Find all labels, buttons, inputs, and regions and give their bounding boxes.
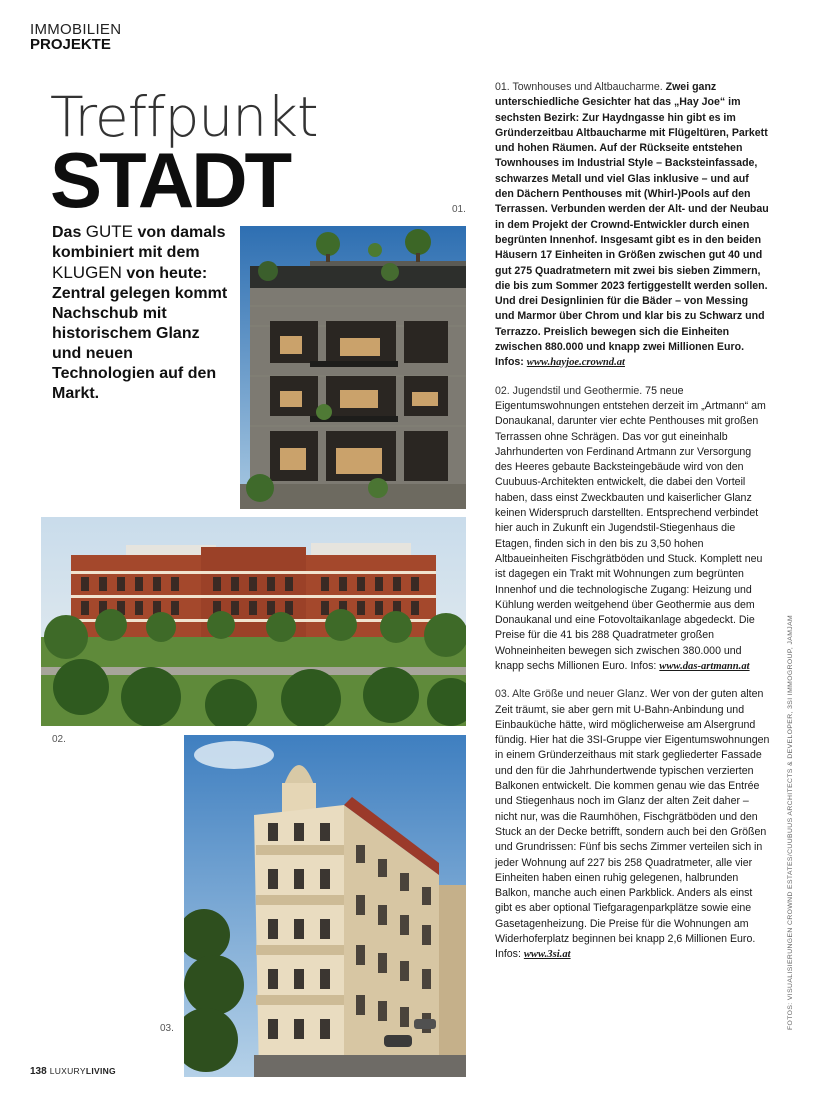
lead-paragraph: [52, 222, 232, 404]
image-label-01: 01.: [452, 204, 466, 215]
article-03-link[interactable]: www.3si.at: [523, 949, 571, 961]
magazine-name-bold: LIVING: [85, 1066, 116, 1076]
image-townhouse: [240, 226, 466, 509]
title-bold: STADT: [50, 136, 290, 224]
article-03-heading: 03. Alte Größe und neuer Glanz.: [495, 688, 648, 701]
image-gruenderzeit-building: [184, 735, 466, 1077]
article-02-link[interactable]: www.das-artmann.at: [659, 660, 750, 672]
lead-part-1: Das: [52, 224, 86, 241]
magazine-name: [50, 1066, 116, 1076]
article-02-body: 75 neue Eigentumswohnungen entstehen derzeit im „Artmann“ am Donaukanal, darunter vier echte Penthouses mit großen Terrassen ohne Schrägen. Das vor gut eineinhalb Jahrhunderten von Ferdinand Artmann zur Versorgung des Heeres gebaute Backsteingebäude wird von den Cuubuus-Architekten entwickelt, die dabei den Vorteil haben, dass einst Zweckbauten und kaiserlicher Glanz keinen Widerspruch darstellten. Entsprechend verbindet hier auch in Zukunft ein Jugendstil-Stiegenhaus die Etagen, finden sich in den bis zu 3,50 hohen Altbaueinheiten Fischgrätböden und Stuck. Komplett neu ist dagegen ein Trakt mit Wohnungen zum begrünten Innenhof und die technologische Zugang: Heizung und Kühlung werden weitgehend über Geothermie aus dem Donaukanal und eine Fotovoltaikanlage abgedeckt. Die Preise für die 41 bis 288 Quadratmeter großen Wohneinheiten bewegen sich zwischen 380.000 und knapp sechs Millionen Euro. Infos:: [495, 384, 766, 672]
title-light: Treffpunkt: [50, 85, 318, 149]
article-column: [495, 80, 770, 976]
article-02-heading: 02. Jugendstil und Geothermie.: [495, 384, 643, 397]
article-01: [495, 80, 770, 371]
article-01-body: Zwei ganz unterschiedliche Gesichter hat das „Hay Joe“ im sechsten Bezirk: Zur Haydngasse hin gibt es im Gründerzeitbau Altbaucharme mit Flügeltüren, Parkett und hohen Räumen. Auf der Rückseite entstehen Townhouses im Industrial Style – Backsteinfassade, schwarzes Metall und viel Glas inklusive – und auf den Dächern Penthouses mit (Whirl-)Pools auf den Terrassen. Verbunden werden der Alt- und der Neubau in dem Projekt der Crownd-Entwickler durch einen begrünten Innenhof. Insgesamt gibt es in den beiden Häusern 17 Einheiten in Größen zwischen gut 40 und gut 275 Quadratmetern mit zwei bis sieben Zimmern, die bis zum Sommer 2023 fertiggestellt werden sollen. Und drei Designlinien für die Bäder – von Messing und Marmor über Chrom und klar bis zu Schwarz und Terrazzo. Preislich bewegen sich die Einheiten zwischen 880.000 und knapp zwei Millionen Euro. Infos:: [495, 81, 769, 369]
image-label-03: 03.: [160, 1023, 174, 1034]
image-artmann-building: [41, 517, 466, 726]
lead-word-klugen: KLUGEN: [52, 263, 122, 282]
article-01-link[interactable]: www.hayjoe.crownd.at: [526, 357, 625, 369]
article-01-heading: 01. Townhouses und Altbaucharme.: [495, 81, 663, 93]
lead-part-2: von damals kombiniert mit dem: [52, 224, 226, 261]
image-label-02: 02.: [52, 734, 66, 745]
page-footer: [30, 1066, 116, 1077]
magazine-name-light: LUXURY: [49, 1066, 86, 1076]
lead-word-gute: GUTE: [85, 222, 134, 241]
section-label-top: IMMOBILIEN: [30, 21, 122, 38]
lead-part-3: von heute: Zentral gelegen kommt Nachschub mit historischem Glanz und neuen Technologien auf den Markt.: [52, 265, 228, 402]
article-03-body: Wer von der guten alten Zeit träumt, sie aber gern mit U-Bahn-Anbindung und Einbauküche hätte, wird möglicherweise am Alsergrund fündig. Hier hat die 3SI-Gruppe vier Eigentumswohnungen in einem Gründerzeithaus mit stark gegliederter Fassade und den für die Jahrhundertwende typischen verzierten Balkonen entwickelt. Die kommen genau wie das Entrée und Stiegenhaus noch im Glanz der alten Zeit daher – nicht nur, was die Raumhöhen, Fischgrätböden und den Stuck an der Decke betrifft, sondern auch bei den Größen und Grundrissen: Fünf bis sechs Zimmer verteilen sich in jeder Wohnung auf 227 bis 258 Quadratmeter, alle vier Einheiten haben einen ruhig gelegenen, halbrunden Balkon, manche auch einen Parkblick. Anders als einst gibt es aber optional Tiefgaragenparkplätze sowie eine Gasetagenheizung. Die Preise für die Wohnungen am Widerhoferplatz beginnen bei knapp 2,6 Millionen Euro. Infos:: [495, 688, 770, 961]
article-01-lead: [495, 81, 769, 368]
article-03: [495, 687, 770, 962]
section-label-bottom: PROJEKTE: [30, 36, 111, 53]
page-number: 138: [30, 1066, 47, 1077]
photo-credit: FOTOS: VISUALISIERUNGEN CROWND ESTATES/CUUBUUS ARCHITECTS & DEVELOPER, 3SI IMMOGROUP, JAMJAM: [787, 614, 794, 1030]
article-02: [495, 384, 770, 675]
